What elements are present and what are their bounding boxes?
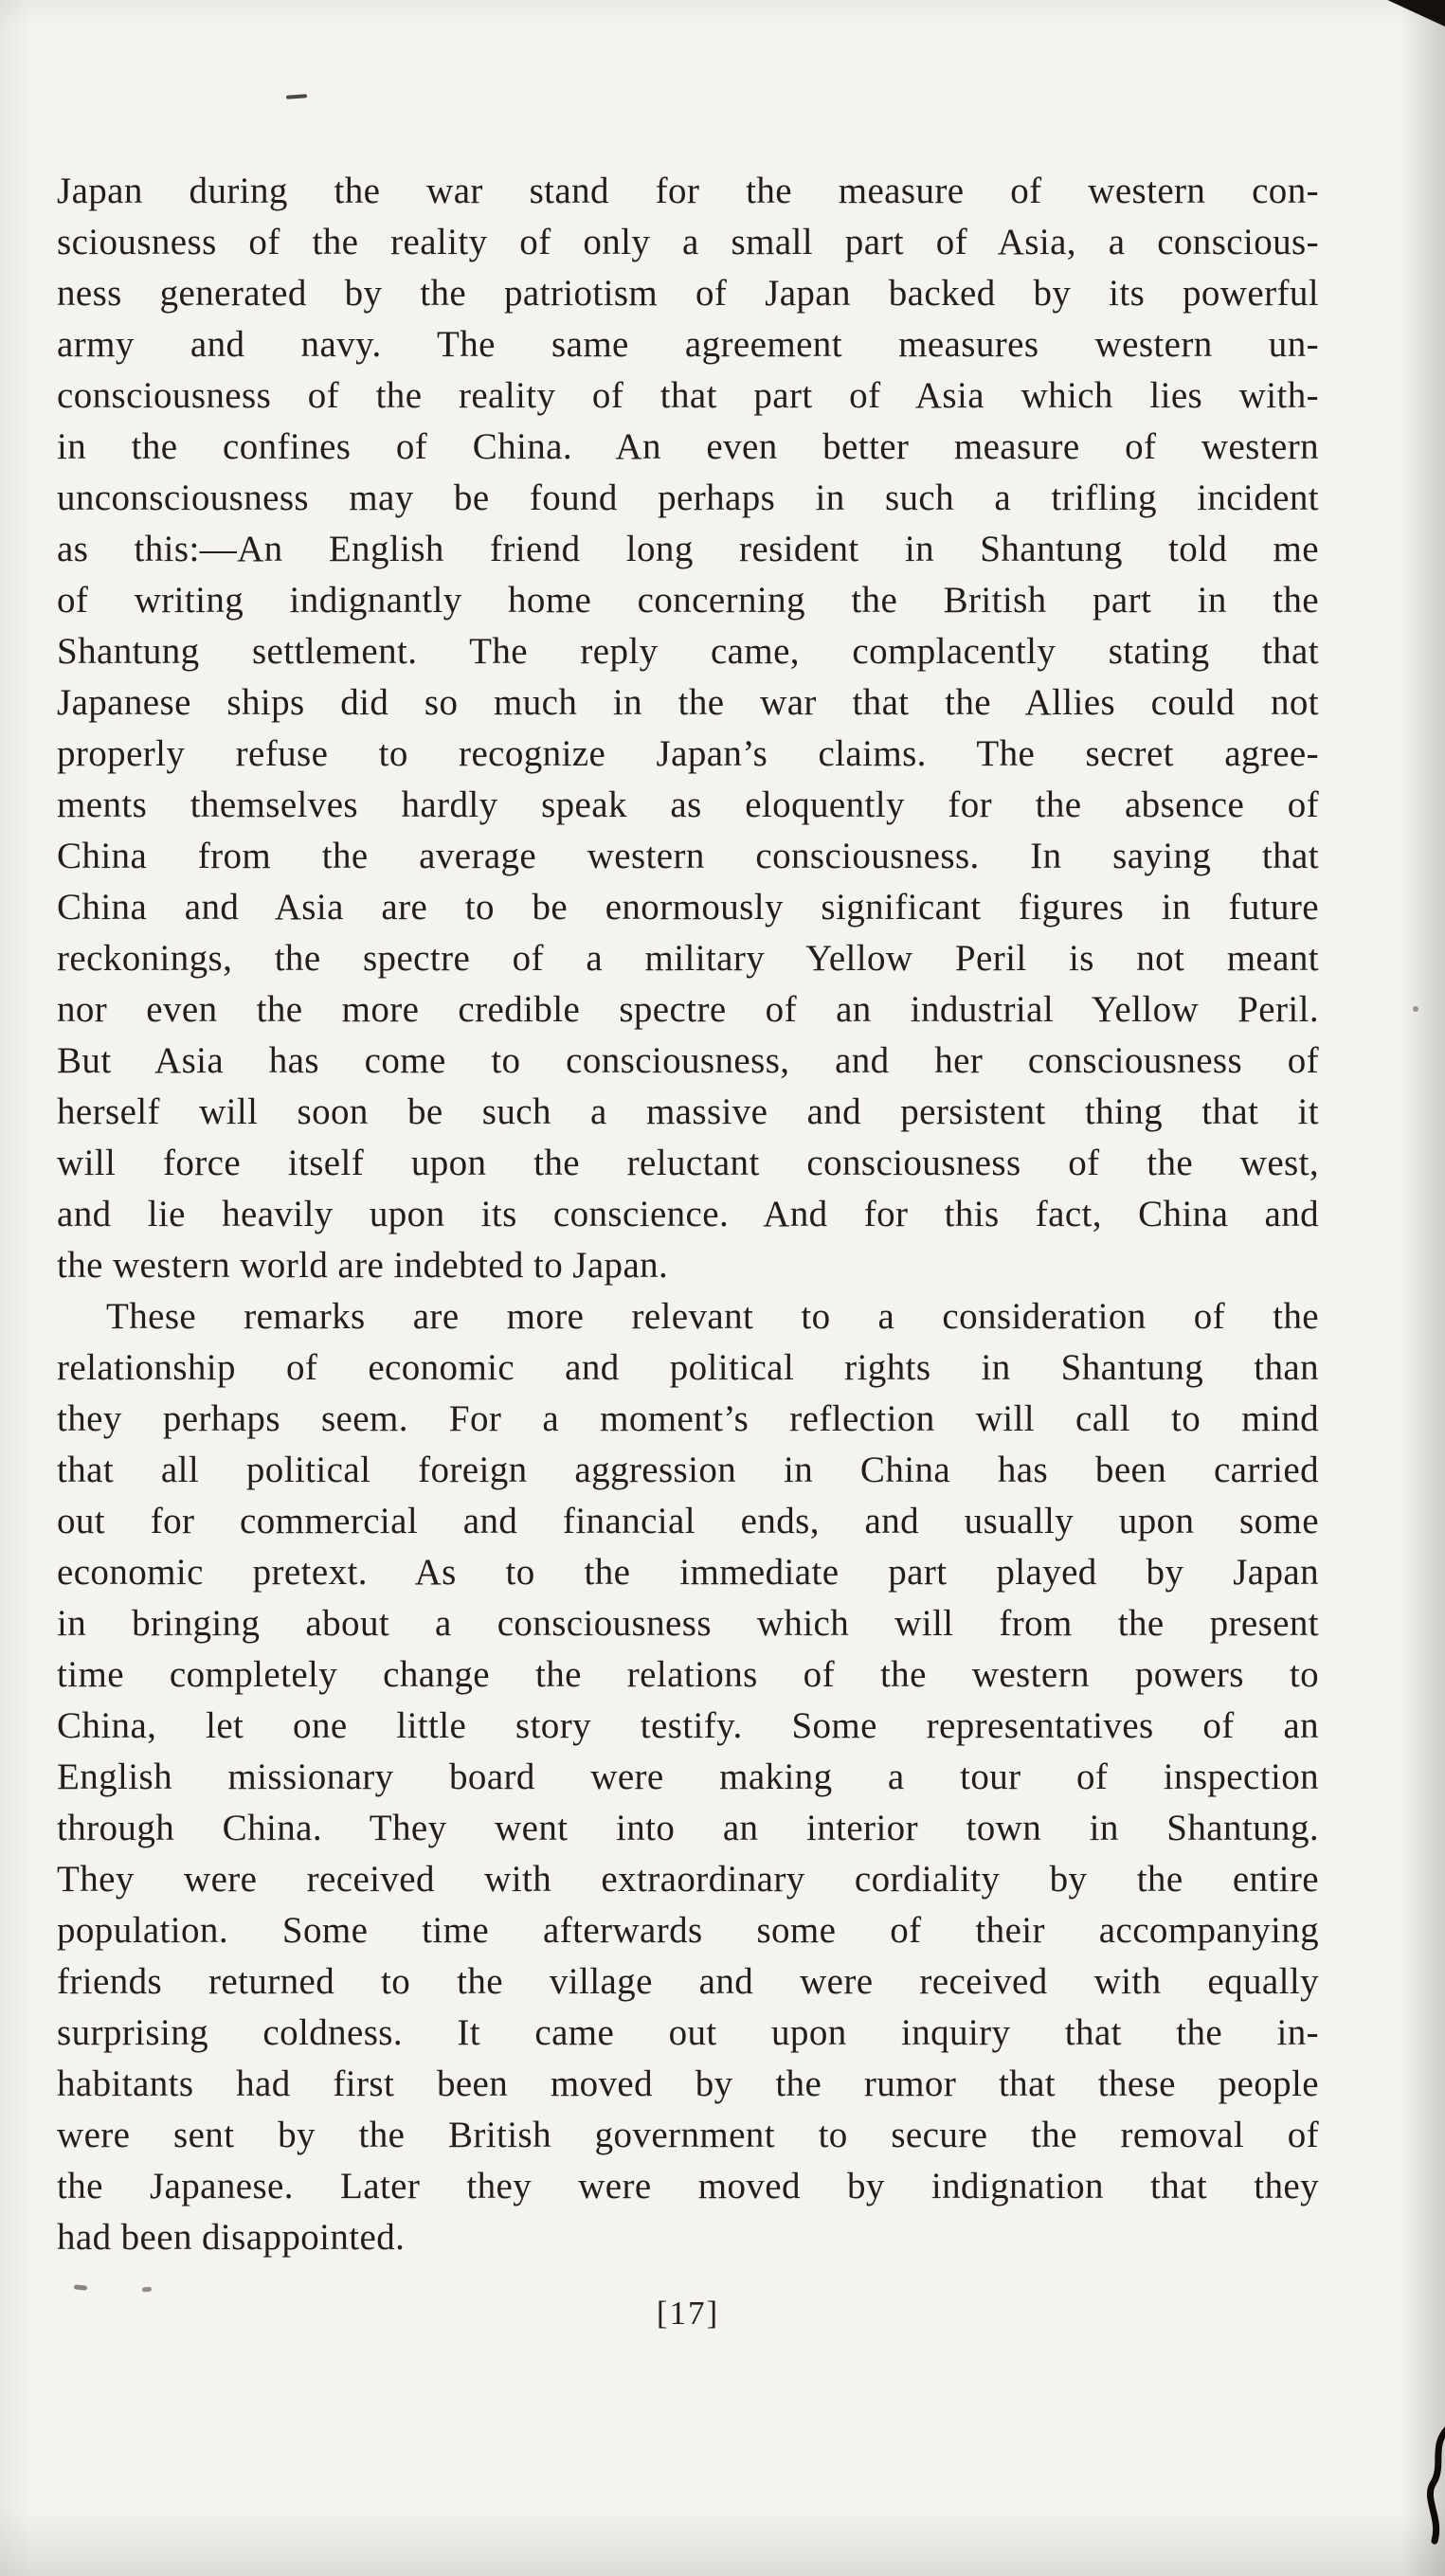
text-line: army and navy. The same agreement measures western un- [57,324,1319,365]
text-line: nor even the more credible spectre of an industrial Yellow Peril. [57,989,1319,1030]
text-line: had been disappointed. [57,2217,406,2258]
text-line: that all political foreign aggression in China has been carried [57,1450,1319,1490]
text-line: consciousness of the reality of that part of Asia which lies with- [57,375,1319,416]
page-text [57,166,1319,2337]
text-line: unconsciousness may be found perhaps in such a trifling incident [57,477,1319,518]
text-line: will force itself upon the reluctant consciousness of the west, [57,1143,1319,1183]
scan-corner-mark [1375,0,1445,27]
scan-edge-squiggle [1411,2422,1445,2545]
text-line: out for commercial and financial ends, and usually upon some [57,1501,1319,1541]
text-line: population. Some time afterwards some of their accompanying [57,1910,1319,1951]
text-line: in bringing about a consciousness which will from the present [57,1603,1319,1644]
text-line: herself will soon be such a massive and persistent thing that it [57,1091,1319,1132]
text-line: of writing indignantly home concerning the British part in the [57,580,1319,621]
text-line: These remarks are more relevant to a consideration of the [106,1296,1319,1337]
text-line: in the confines of China. An even better measure of western [57,426,1319,467]
text-line: the Japanese. Later they were moved by indignation that they [57,2166,1319,2207]
text-line: were sent by the British government to secure the removal of [57,2115,1319,2155]
text-line: surprising coldness. It came out upon inquiry that the in- [57,2012,1319,2053]
text-line: Japanese ships did so much in the war that the Allies could not [57,682,1319,723]
text-line: time completely change the relations of the western powers to [57,1654,1319,1695]
paragraph-1 [57,166,1319,1291]
paragraph-2 [57,1291,1319,2263]
page-number: [17] [656,2295,720,2332]
text-line: sciousness of the reality of only a small part of Asia, a conscious- [57,222,1319,262]
text-line: ness generated by the patriotism of Japan backed by its powerful [57,273,1319,314]
scan-smudge [142,2287,152,2293]
text-line: habitants had first been moved by the rumor that these people [57,2063,1319,2104]
text-line: relationship of economic and political rights in Shantung than [57,1347,1319,1388]
text-line: Japan during the war stand for the measure of western con- [57,171,1319,211]
scan-stray-dash [286,94,307,99]
text-line: the western world are indebted to Japan. [57,1245,669,1286]
text-line: China from the average western consciousness. In saying that [57,836,1319,876]
text-line: through China. They went into an interior town in Shantung. [57,1808,1319,1848]
text-line: friends returned to the village and were received with equally [57,1961,1319,2002]
text-line: But Asia has come to consciousness, and her consciousness of [57,1040,1319,1081]
text-line: reckonings, the spectre of a military Yellow Peril is not meant [57,938,1319,979]
text-line: as this:—An English friend long resident in Shantung told me [57,529,1319,569]
text-line: Shantung settlement. The reply came, complacently stating that [57,631,1319,672]
text-line: economic pretext. As to the immediate part played by Japan [57,1552,1319,1593]
scan-speck [1413,1006,1418,1012]
text-line: China, let one little story testify. Some representatives of an [57,1705,1319,1746]
text-line: China and Asia are to be enormously significant figures in future [57,887,1319,928]
text-line: ments themselves hardly speak as eloquently for the absence of [57,784,1319,825]
text-line: properly refuse to recognize Japan’s claims. The secret agree- [57,733,1319,774]
text-line: They were received with extraordinary cordiality by the entire [57,1859,1319,1900]
text-line: English missionary board were making a tour of inspection [57,1756,1319,1797]
text-line: and lie heavily upon its conscience. And for this fact, China and [57,1194,1319,1234]
text-line: they perhaps seem. For a moment’s reflection will call to mind [57,1398,1319,1439]
